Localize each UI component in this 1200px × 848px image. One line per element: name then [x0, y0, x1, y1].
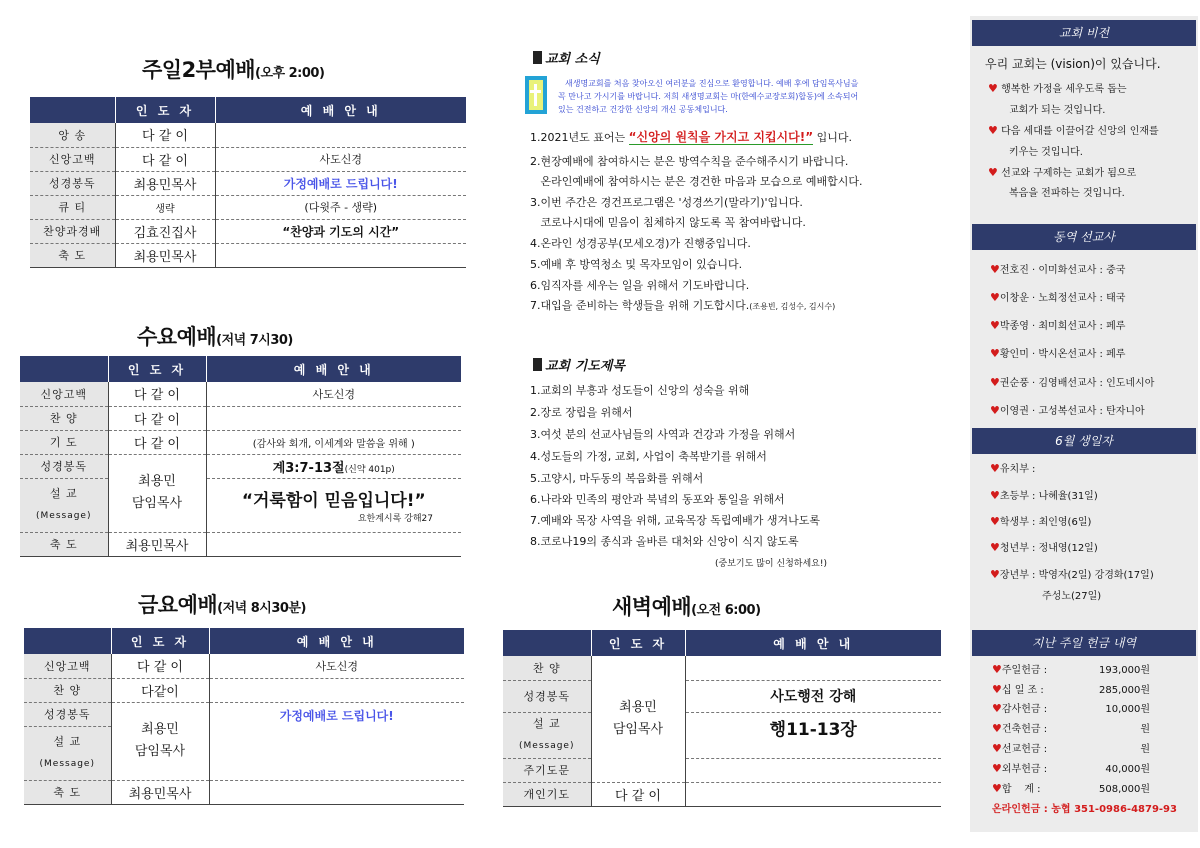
prayer-item: 5.고양시, 마두동의 복음화를 위해서: [530, 472, 704, 485]
offering-item: ♥외부헌금 :: [992, 762, 1048, 775]
heart-icon: ♥: [990, 347, 1000, 360]
missionary-item: ♥황인미 · 박시온선교사 : 페루: [990, 347, 1126, 360]
table-row: 축 도 최용민목사: [24, 780, 464, 804]
offering-item: ♥선교헌금 :: [992, 742, 1048, 755]
prayer-item: 8.코로나19의 종식과 올바른 대처와 신앙이 식지 않도록: [530, 535, 799, 548]
header-empty: [30, 97, 115, 123]
birthday-item: ♥청년부 : 정내영(12일): [990, 541, 1098, 554]
table-row: 앙 송 다 같 이: [30, 123, 466, 147]
prayer-item: 4.성도들의 가정, 교회, 사업이 축복받기를 위해서: [530, 450, 767, 463]
news-item: 4.온라인 성경공부(모세오경)가 진행중입니다.: [530, 237, 751, 250]
news-item: 온라인예배에 참여하시는 분은 경건한 마음과 모습으로 예배합시다.: [530, 175, 863, 188]
heart-icon: ♥: [988, 124, 998, 137]
heart-icon: ♥: [990, 291, 1000, 304]
heart-icon: ♥: [990, 376, 1000, 389]
heart-icon: ♥: [990, 568, 1000, 581]
header-info: 예 배 안 내: [215, 97, 466, 123]
table-row: 기 도 다 같 이 (감사와 회개, 이세계와 말씀을 위해 ): [20, 430, 461, 454]
table-row: 신앙고백 다 같 이 사도신경: [24, 654, 464, 678]
prayer-item: 7.예배와 목장 사역을 위해, 교육목장 독립예배가 생겨나도록: [530, 514, 820, 527]
news-title: 교회 소식: [533, 48, 600, 67]
heart-icon: ♥: [992, 742, 1002, 755]
heart-icon: ♥: [990, 263, 1000, 276]
church-logo-icon: [525, 76, 547, 114]
table-row: 설 교 (Message): [24, 726, 464, 780]
table-row: 찬 양 다 같 이: [20, 406, 461, 430]
heart-icon: ♥: [990, 462, 1000, 475]
church-motto: “신앙의 원칙을 가지고 지킵시다!”: [628, 130, 814, 144]
table-row: 찬양과경배 김효진집사 “찬양과 기도의 시간”: [30, 219, 466, 243]
news-item: 1.2021년도 표어는 “신앙의 원칙을 가지고 지킵시다!” 입니다.: [530, 130, 852, 144]
dawn-service-table: 인 도 자 예 배 안 내 찬 양 최용민 담임목사 성경봉독 사도행전 강해 설 교 (Message) 행11-13장 주기도문 개인기도 다 같 이: [503, 630, 941, 807]
wednesday-service-table: 인 도 자 예 배 안 내 신앙고백 다 같 이 사도신경 찬 양 다 같 이 기 도 다 같 이 (감사와 회개, 이세계와 말씀을 위해 ) 성경봉독 최용민 담임목사 계3:7-13절(신약 401p) 설 교 (Message) “거룩함이 믿음입니다!” 요한계시록 강해27 축 도 최용민목사: [20, 356, 461, 557]
table-row: 성경봉독 사도행전 강해: [503, 680, 941, 712]
offering-item: ♥십 일 조 :: [992, 683, 1044, 696]
heart-icon: ♥: [988, 82, 998, 95]
missionary-item: ♥전호진 · 이미화선교사 : 중국: [990, 263, 1126, 276]
offering-item: ♥감사헌금 :: [992, 702, 1048, 715]
prayer-title: 교회 기도제목: [533, 355, 625, 374]
heart-icon: ♥: [992, 722, 1002, 735]
news-item: 6.임직자를 세우는 일을 위해서 기도바랍니다.: [530, 279, 750, 292]
heart-icon: ♥: [992, 663, 1002, 676]
table-row: 개인기도 다 같 이: [503, 782, 941, 806]
missionary-item: ♥이영권 · 고성복선교사 : 탄자니아: [990, 404, 1145, 417]
table-row: 성경봉독 최용민 담임목사 가정예배로 드립니다!: [24, 702, 464, 726]
offering-item: ♥합 계 :: [992, 782, 1041, 795]
news-item: 7.대입을 준비하는 학생들을 위해 기도합시다.(조용빈, 김성수, 김시수): [530, 299, 836, 312]
news-item: 5.예배 후 방역청소 및 목자모임이 있습니다.: [530, 258, 743, 271]
table-row: 성경봉독 최용민 담임목사 계3:7-13절(신약 401p): [20, 454, 461, 478]
heart-icon: ♥: [992, 762, 1002, 775]
wednesday-service-title: 수요예배(저녁 7시30): [137, 325, 293, 349]
missionaries-title: 동역 선교사: [972, 224, 1196, 250]
vision-item: ♥ 다음 세대를 이끌어갈 신앙의 인재를: [988, 124, 1159, 137]
friday-service-title: 금요예배(저녁 8시30분): [138, 593, 306, 617]
missionary-item: ♥이창운 · 노희정선교사 : 태국: [990, 291, 1126, 304]
vision-item: ♥ 행복한 가정을 세우도록 돕는: [988, 82, 1127, 95]
sunday-service-title: 주일2부예배(오후 2:00): [142, 58, 325, 82]
heart-icon: ♥: [990, 489, 1000, 502]
prayer-note: (중보기도 많이 신청하세요!): [715, 559, 827, 569]
table-row: 축 도 최용민목사: [30, 243, 466, 267]
heart-icon: ♥: [990, 515, 1000, 528]
vision-item: ♥ 선교와 구제하는 교회가 됨으로: [988, 166, 1137, 179]
offering-item: ♥주일헌금 :: [992, 663, 1048, 676]
birthday-item: ♥초등부 : 나혜율(31일): [990, 489, 1098, 502]
prayer-item: 3.여섯 분의 선교사님들의 사역과 건강과 가정을 위해서: [530, 428, 796, 441]
table-row: 축 도 최용민목사: [20, 532, 461, 556]
birthday-item: ♥유치부 :: [990, 462, 1036, 475]
offering-item: ♥건축헌금 :: [992, 722, 1048, 735]
online-offering-account: 온라인헌금 : 농협 351-0986-4879-93: [992, 804, 1177, 815]
table-row: 큐 티 생략 (다윗주 - 생략): [30, 195, 466, 219]
friday-service-table: 인 도 자 예 배 안 내 신앙고백 다 같 이 사도신경 찬 양 다같이 성경봉독 최용민 담임목사 가정예배로 드립니다! 설 교 (Message) 축 도 최용민목사: [24, 628, 464, 805]
missionary-item: ♥박종영 · 최미희선교사 : 페루: [990, 319, 1126, 332]
heart-icon: ♥: [990, 541, 1000, 554]
missionary-item: ♥권순풍 · 김영배선교사 : 인도네시아: [990, 376, 1155, 389]
table-row: 성경봉독 최용민목사 가정예배로 드립니다!: [30, 171, 466, 195]
sunday-service-table: [30, 97, 466, 268]
birthday-item: ♥학생부 : 최인영(6일): [990, 515, 1092, 528]
news-item: 2.현장예배에 참여하시는 분은 방역수칙을 준수해주시기 바랍니다.: [530, 155, 849, 168]
heart-icon: ♥: [992, 782, 1002, 795]
table-row: 신앙고백 다 같 이 사도신경: [20, 382, 461, 406]
table-row: 설 교 (Message) 행11-13장: [503, 712, 941, 758]
heart-icon: ♥: [992, 683, 1002, 696]
news-item: 코로나시대에 믿음이 침체하지 않도록 꼭 참여바랍니다.: [530, 216, 806, 229]
vision-intro: 우리 교회는 (vision)이 있습니다.: [985, 57, 1161, 71]
table-row: 주기도문: [503, 758, 941, 782]
heart-icon: ♥: [990, 319, 1000, 332]
header-leader: 인 도 자: [115, 97, 215, 123]
prayer-item: 2.장로 장립을 위해서: [530, 406, 633, 419]
heart-icon: ♥: [992, 702, 1002, 715]
birthdays-title: 6월 생일자: [972, 428, 1196, 454]
table-row: 찬 양 최용민 담임목사: [503, 656, 941, 680]
dawn-service-title: 새벽예배(오전 6:00): [612, 595, 761, 619]
table-row: 찬 양 다같이: [24, 678, 464, 702]
offering-title: 지난 주일 헌금 내역: [972, 630, 1196, 656]
table-row: 신앙고백 다 같 이 사도신경: [30, 147, 466, 171]
prayer-item: 1.교회의 부흥과 성도들이 신앙의 성숙을 위해: [530, 384, 750, 397]
table-row: 설 교 (Message) “거룩함이 믿음입니다!” 요한계시록 강해27: [20, 478, 461, 532]
prayer-item: 6.나라와 민족의 평안과 북녘의 동포와 통일을 위해서: [530, 493, 785, 506]
birthday-item: ♥장년부 : 박영자(2일) 강경화(17일): [990, 568, 1154, 581]
heart-icon: ♥: [990, 404, 1000, 417]
vision-title: 교회 비전: [972, 20, 1196, 46]
news-item: 3.이번 주간은 경건프로그램은 '성경쓰기(말라기)'입니다.: [530, 196, 803, 209]
news-intro: 새생명교회를 처음 찾아오신 여러분을 진심으로 환영합니다. 예배 후에 담임목사님을: [565, 79, 859, 88]
heart-icon: ♥: [988, 166, 998, 179]
